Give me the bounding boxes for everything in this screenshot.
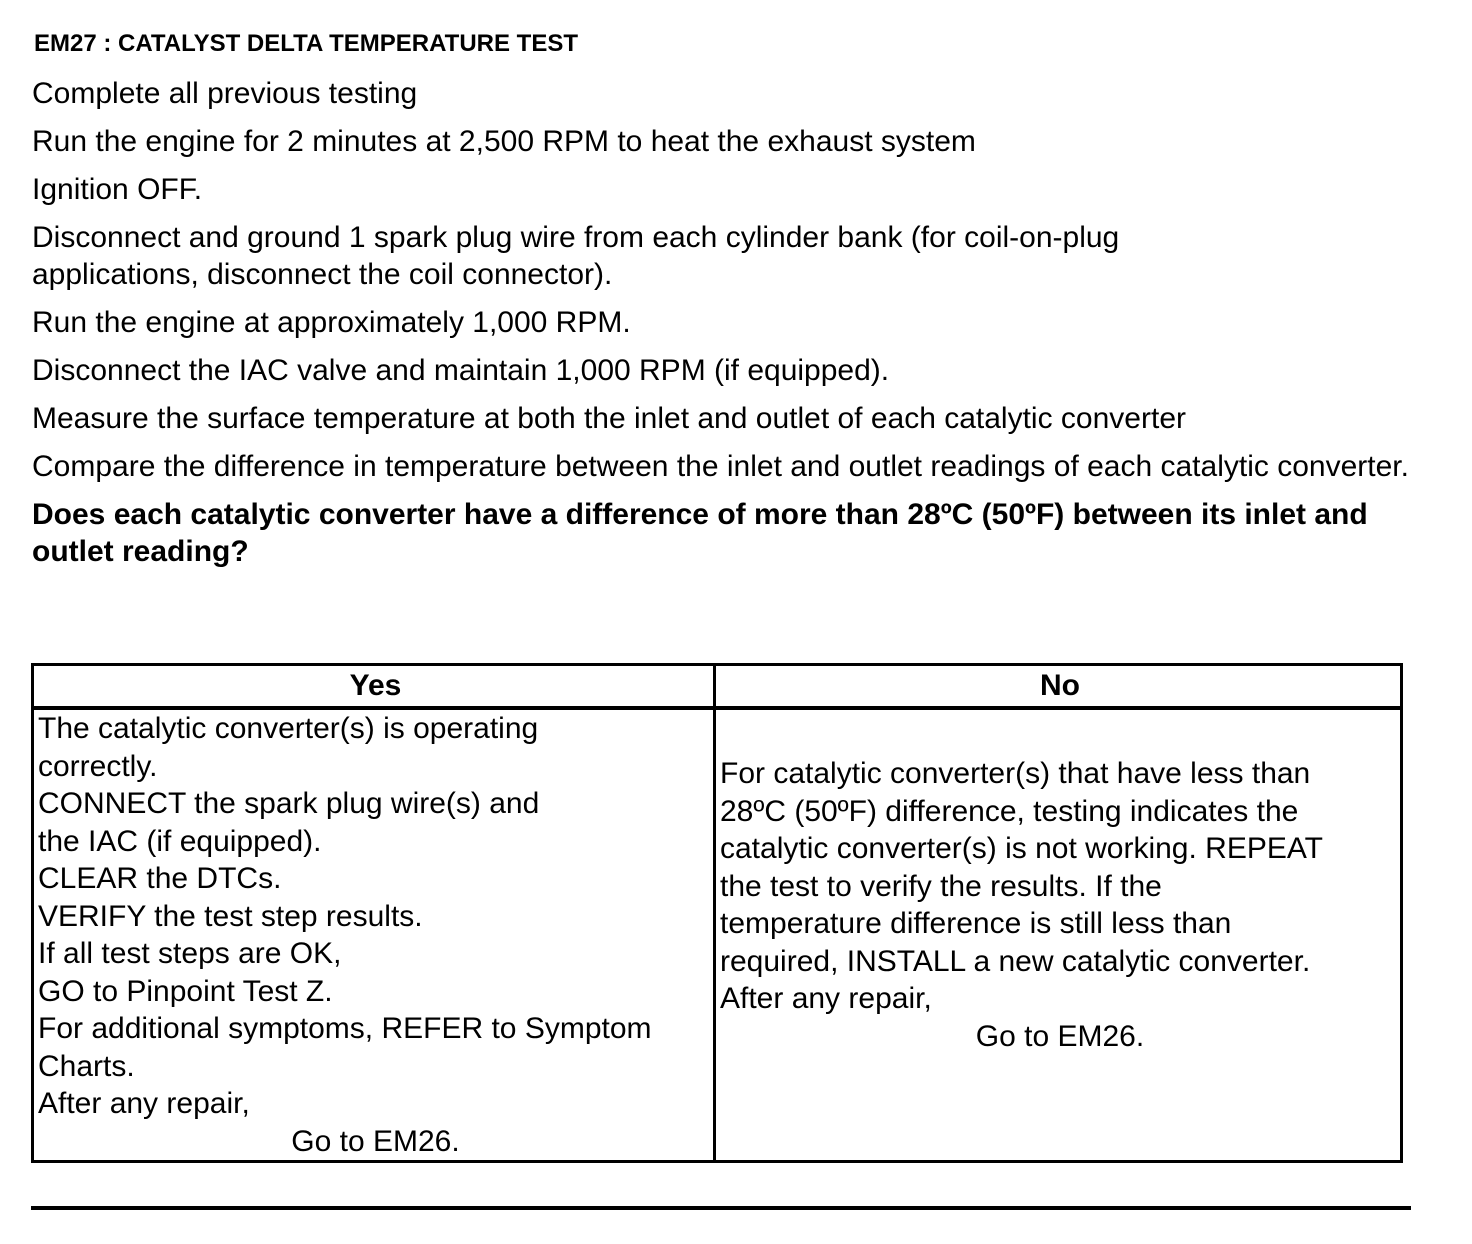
no-line: the test to verify the results. If the (720, 869, 1162, 903)
table-row (33, 708, 1402, 1162)
yes-line: CONNECT the spark plug wire(s) and (38, 787, 540, 820)
step-2: Run the engine for 2 minutes at 2,500 RPM to heat the exhaust system (32, 125, 976, 158)
step-8: Compare the difference in temperature between the inlet and outlet readings of each catalytic converter. (32, 450, 1409, 483)
yes-goto: Go to EM26. (291, 1124, 460, 1158)
step-4: Disconnect and ground 1 spark plug wire from each cylinder bank (for coil-on-plug applications, disconnect the coil connector). (32, 221, 1120, 291)
no-line: temperature difference is still less than (720, 907, 1232, 940)
yes-line: For additional symptoms, REFER to Symptom (38, 1012, 652, 1045)
yes-header: Yes (33, 665, 715, 709)
yes-line: After any repair, (38, 1087, 250, 1120)
yes-line: the IAC (if equipped). (38, 824, 322, 858)
yes-line: correctly. (38, 749, 158, 783)
yes-line: CLEAR the DTCs. (38, 862, 282, 895)
no-line: After any repair, (720, 982, 932, 1015)
page-title: EM27 : CATALYST DELTA TEMPERATURE TEST (34, 30, 579, 57)
no-goto: Go to EM26. (975, 1019, 1145, 1053)
step-3: Ignition OFF. (32, 173, 203, 206)
no-line: catalytic converter(s) is not working. REPEAT (720, 832, 1323, 865)
step-6: Disconnect the IAC valve and maintain 1,000 RPM (if equipped). (32, 354, 890, 387)
yes-line: The catalytic converter(s) is operating (38, 712, 539, 745)
no-header: No (715, 665, 1402, 709)
no-cell (715, 708, 1402, 1162)
step-1: Complete all previous testing (32, 77, 418, 110)
footer-divider (31, 1206, 1411, 1210)
result-table (31, 663, 1403, 1163)
no-line: 28ºC (50ºF) difference, testing indicates the (720, 794, 1299, 828)
no-line: required, INSTALL a new catalytic converter. (720, 944, 1311, 978)
yes-line: VERIFY the test step results. (38, 899, 423, 933)
procedure-steps (32, 75, 1452, 570)
test-question: Does each catalytic converter have a difference of more than 28ºC (50ºF) between its inlet and outlet reading? (32, 498, 1368, 568)
yes-cell (33, 708, 715, 1162)
yes-line: Charts. (38, 1049, 135, 1083)
table-header-row (33, 665, 1402, 709)
no-line: For catalytic converter(s) that have less than (720, 757, 1311, 790)
step-7: Measure the surface temperature at both the inlet and outlet of each catalytic converter (32, 402, 1186, 435)
step-5: Run the engine at approximately 1,000 RPM. (32, 306, 631, 339)
yes-line: If all test steps are OK, (38, 937, 342, 970)
yes-line: GO to Pinpoint Test Z. (38, 974, 333, 1008)
